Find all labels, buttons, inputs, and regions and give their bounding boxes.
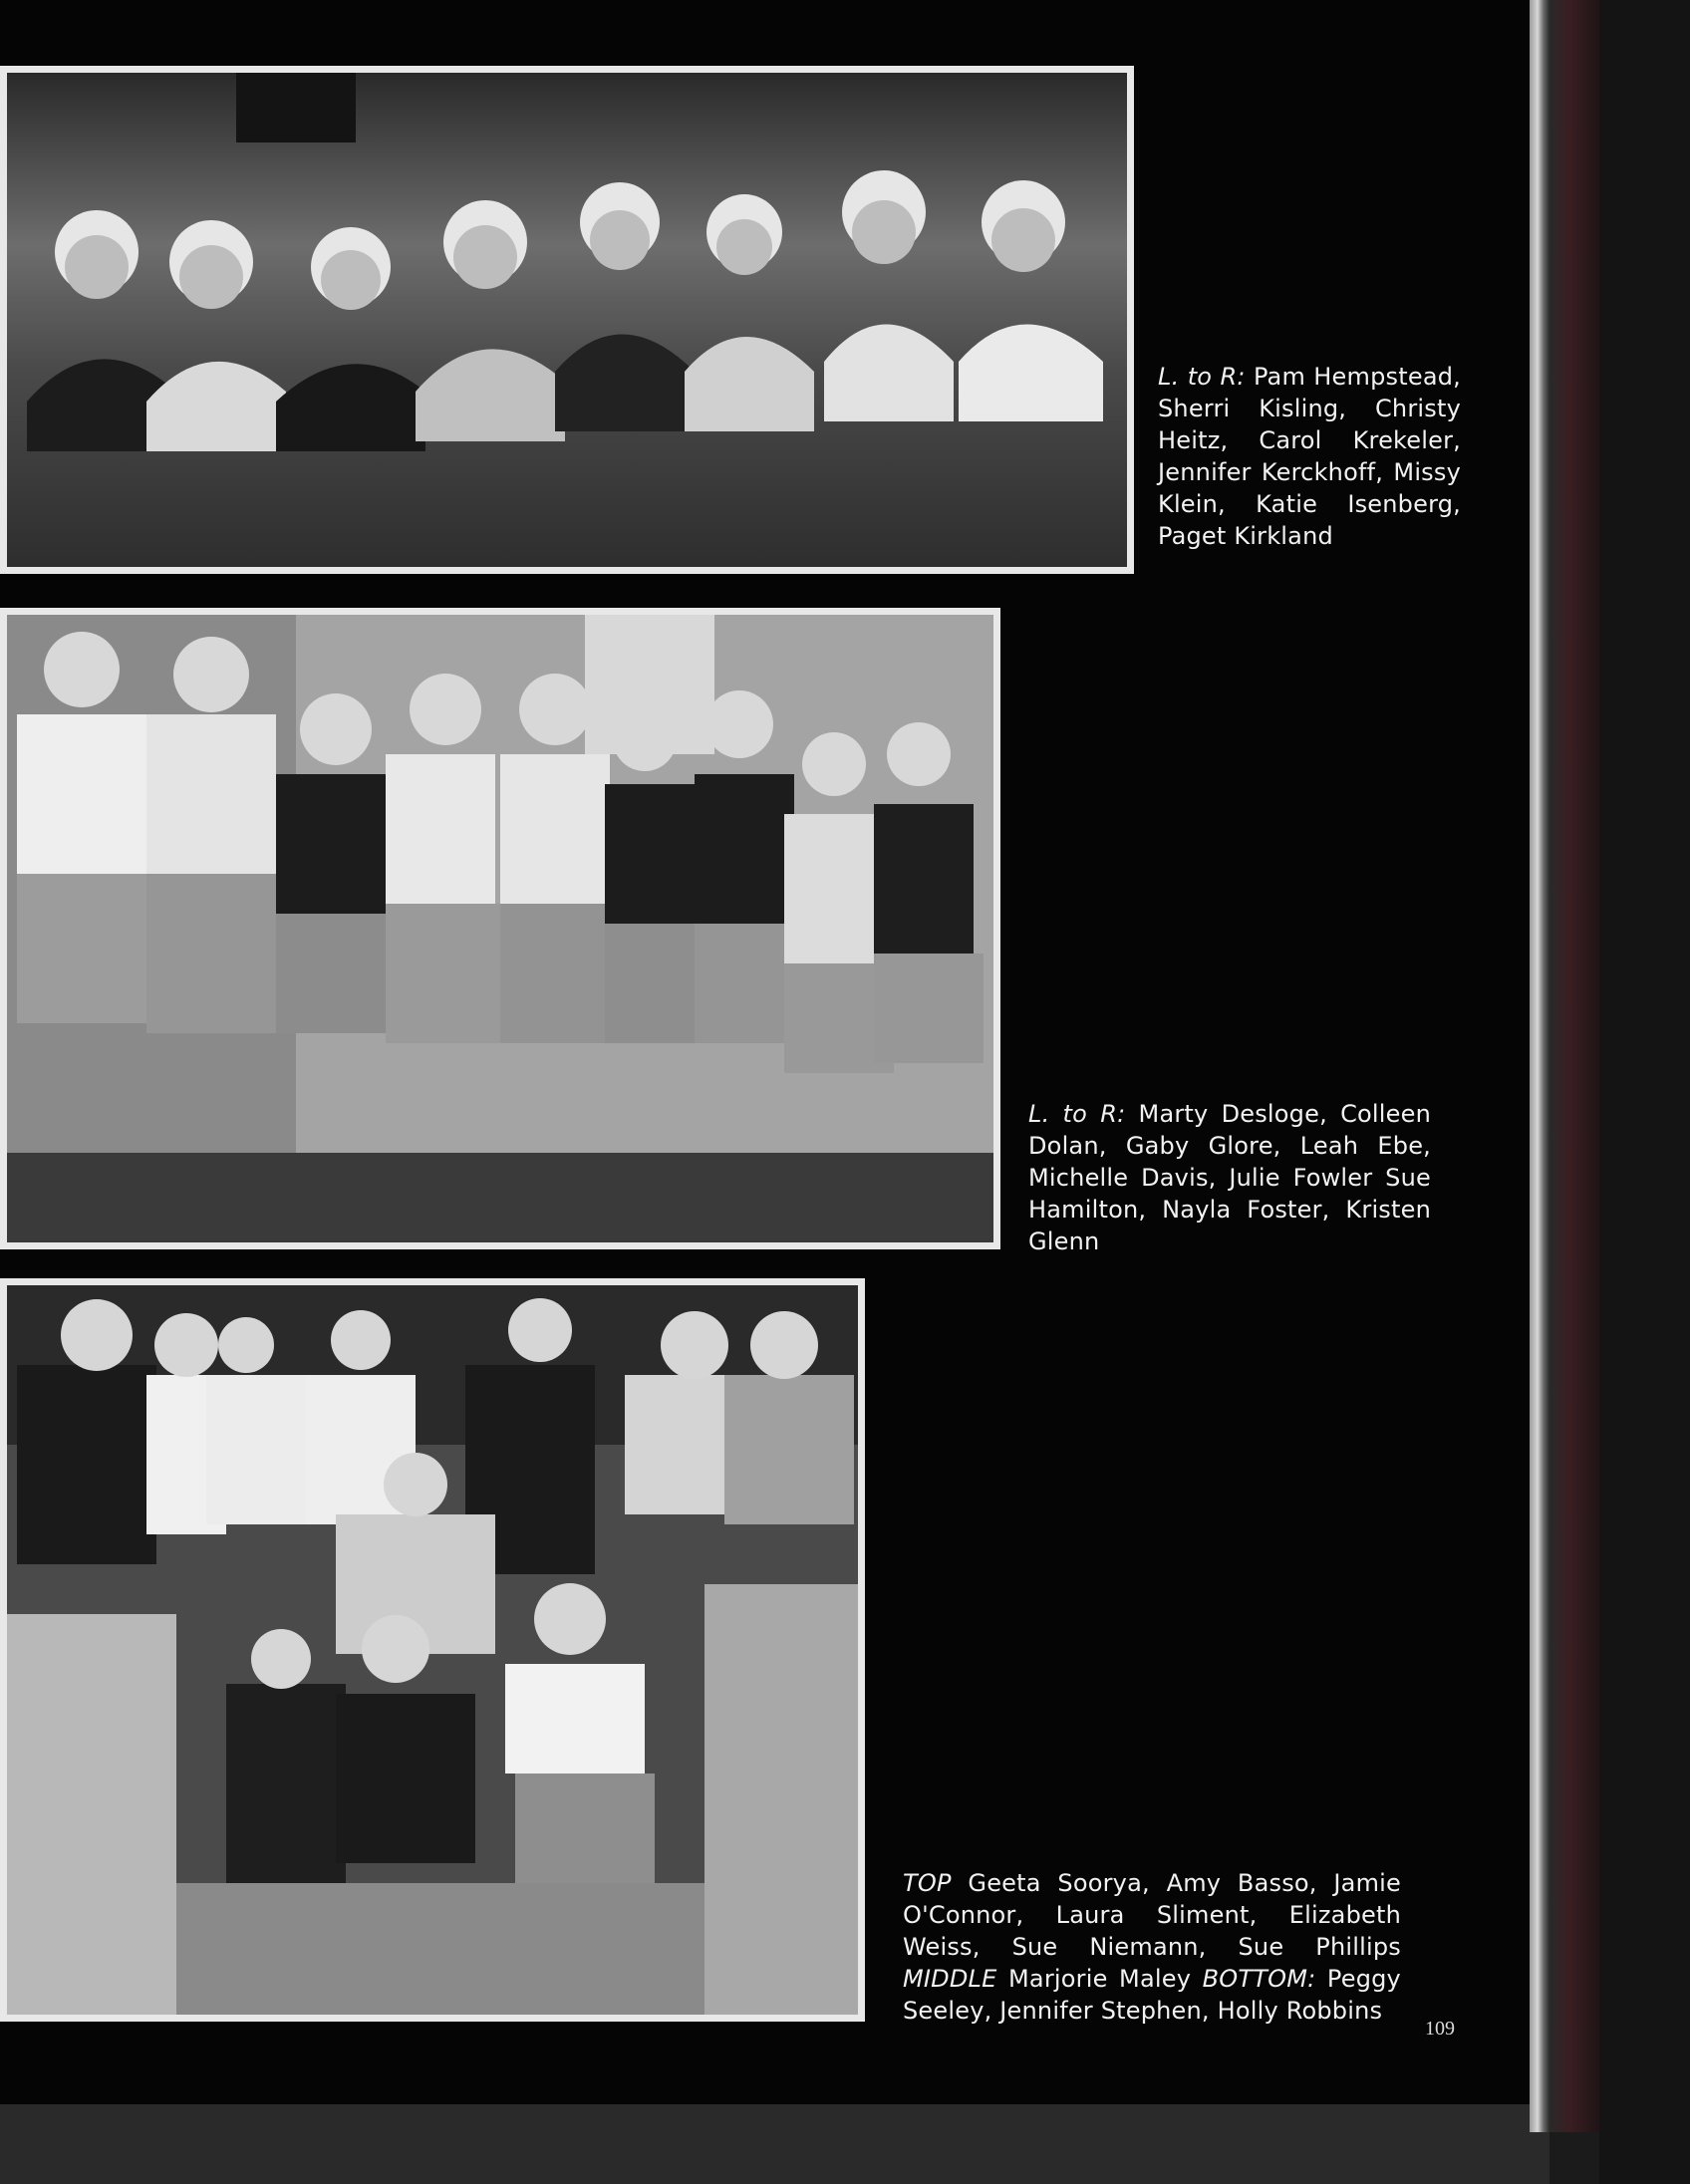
caption-prefix: L. to R: xyxy=(1158,363,1246,391)
background-edge xyxy=(1599,0,1690,2184)
book-binding-edge xyxy=(1530,0,1599,2132)
caption-bottom-label: BOTTOM: xyxy=(1202,1965,1316,1993)
middle-group-photo xyxy=(0,608,1000,1249)
caption-top-label: TOP xyxy=(903,1869,952,1897)
bottom-photo-caption xyxy=(903,1867,1401,2027)
top-group-photo xyxy=(0,66,1134,574)
top-photo-caption xyxy=(1158,361,1461,552)
page-number: 109 xyxy=(1425,2018,1455,2040)
page-bottom-shadow xyxy=(0,2104,1549,2184)
caption-prefix: L. to R: xyxy=(1028,1100,1126,1128)
caption-middle-names: Marjorie Maley xyxy=(1008,1965,1192,1993)
caption-names: Marty Desloge, Colleen Dolan, Gaby Glore, Leah Ebe, Michelle Davis, Julie Fowler Sue Hamilton, Nayla Foster, Kristen Glenn xyxy=(1028,1100,1431,1255)
bottom-group-photo xyxy=(0,1278,865,2022)
caption-names: Pam Hempstead, Sherri Kisling, Christy Heitz, Carol Krekeler, Jennifer Kerckhoff, Missy Klein, Katie Isenberg, Paget Kirkland xyxy=(1158,363,1461,550)
caption-bottom-names: Peggy Seeley, Jennifer Stephen, Holly Robbins xyxy=(903,1965,1401,2025)
middle-photo-caption xyxy=(1028,1098,1431,1257)
caption-top-names: Geeta Soorya, Amy Basso, Jamie O'Connor, Laura Sliment, Elizabeth Weiss, Sue Niemann, Sue Phillips xyxy=(903,1869,1401,1961)
caption-middle-label: MIDDLE xyxy=(903,1965,997,1993)
